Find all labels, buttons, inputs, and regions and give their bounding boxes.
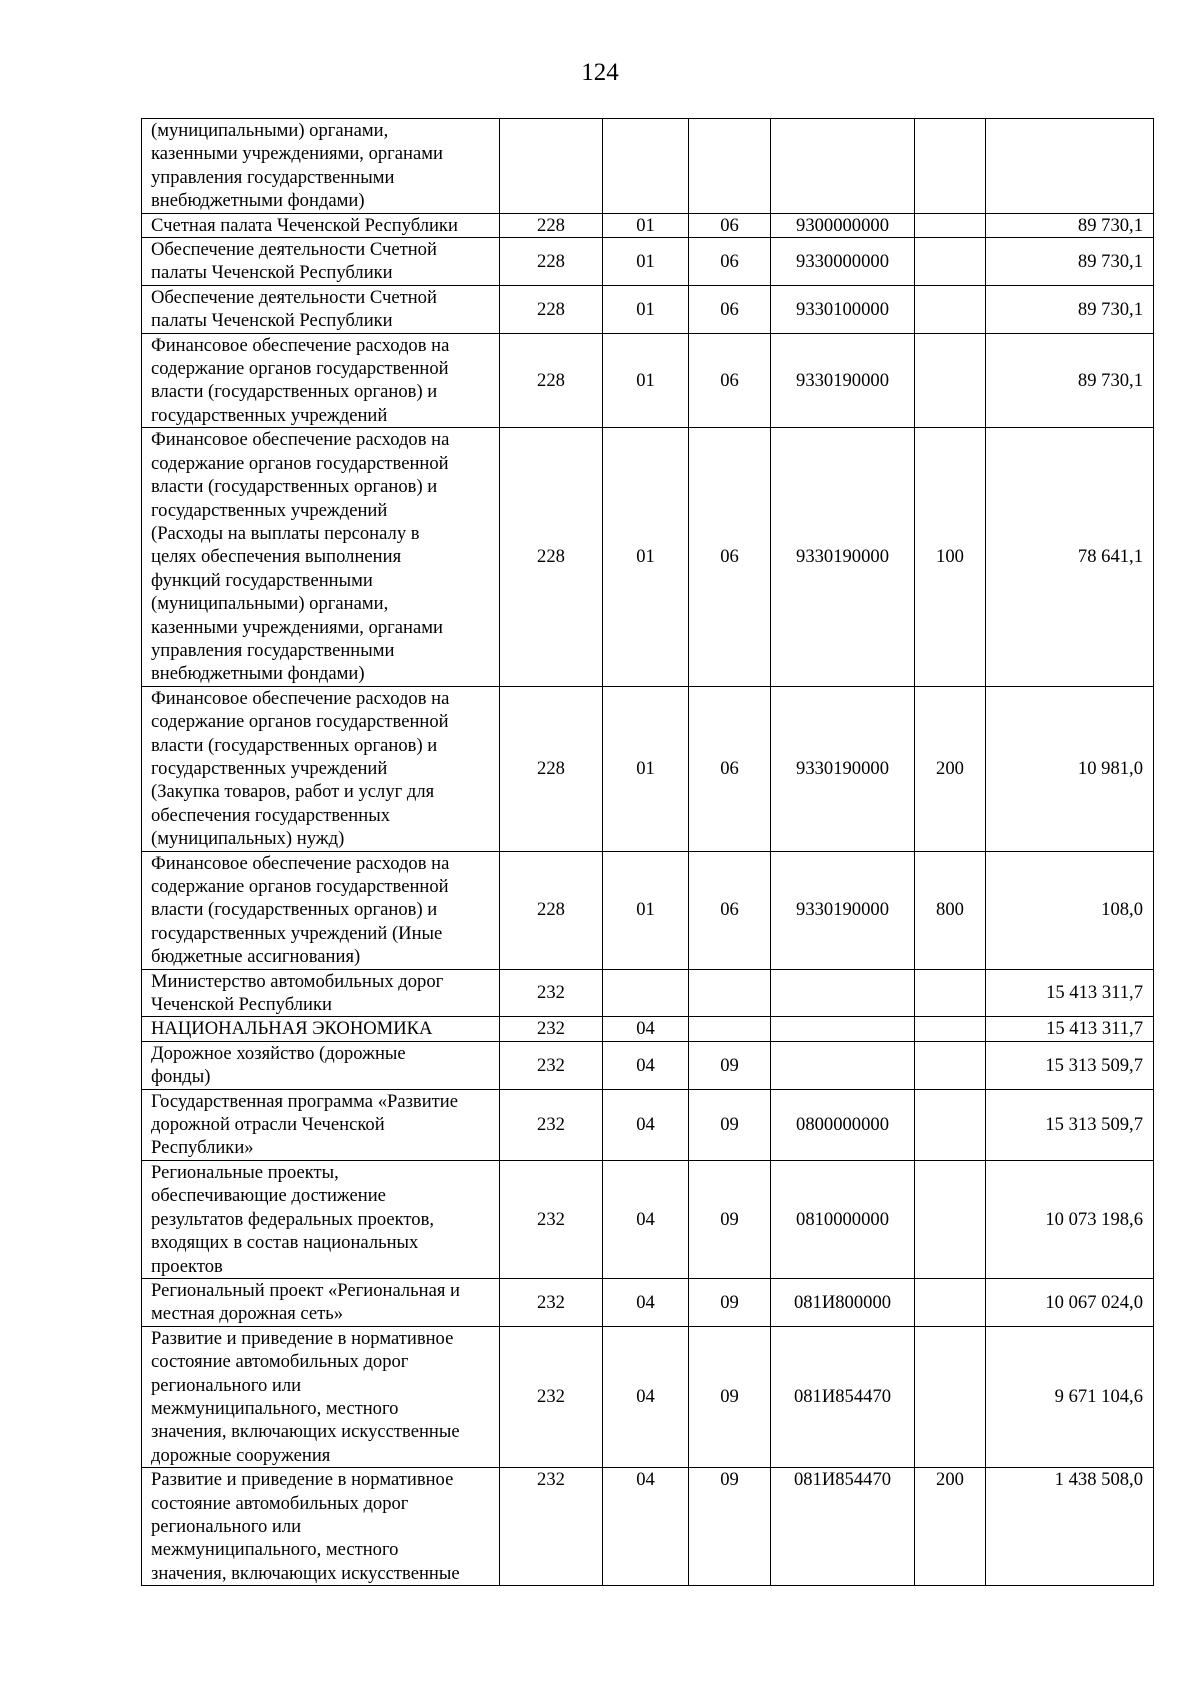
- amount-cell: 10 073 198,6: [986, 1160, 1154, 1278]
- section-code-cell: 04: [603, 1041, 689, 1089]
- table-row: [142, 1089, 1154, 1160]
- target-article-cell: 081И854470: [771, 1326, 915, 1467]
- section-code-cell: [603, 119, 689, 214]
- section-code-cell: 04: [603, 1326, 689, 1467]
- target-article-cell: 9330190000: [771, 851, 915, 969]
- amount-cell: 89 730,1: [986, 285, 1154, 333]
- amount-cell: 15 313 509,7: [986, 1089, 1154, 1160]
- section-code-cell: 01: [603, 333, 689, 428]
- subsection-code-cell: [689, 969, 771, 1017]
- section-code-cell: 01: [603, 238, 689, 286]
- expense-type-cell: 800: [915, 851, 986, 969]
- target-article-cell: 081И800000: [771, 1278, 915, 1326]
- subsection-code-cell: 09: [689, 1278, 771, 1326]
- subsection-code-cell: [689, 1017, 771, 1041]
- expense-type-cell: 200: [915, 1468, 986, 1586]
- row-name-cell: Министерство автомобильных дорог Чеченской Республики: [142, 969, 500, 1017]
- table-row: [142, 238, 1154, 286]
- row-name-cell: Финансовое обеспечение расходов на содержание органов государственной власти (государственных органов) и государственных учреждений: [142, 333, 500, 428]
- amount-cell: 1 438 508,0: [986, 1468, 1154, 1586]
- subsection-code-cell: [689, 119, 771, 214]
- row-name-cell: (муниципальными) органами, казенными учреждениями, органами управления государственными внебюджетными фондами): [142, 119, 500, 214]
- table-row: [142, 1278, 1154, 1326]
- row-name-cell: Государственная программа «Развитие дорожной отрасли Чеченской Республики»: [142, 1089, 500, 1160]
- expense-type-cell: [915, 238, 986, 286]
- section-code-cell: 04: [603, 1278, 689, 1326]
- amount-cell: 108,0: [986, 851, 1154, 969]
- expense-type-cell: [915, 1278, 986, 1326]
- table-row: [142, 213, 1154, 237]
- section-code-cell: 01: [603, 285, 689, 333]
- row-name-cell: Финансовое обеспечение расходов на содержание органов государственной власти (государственных органов) и государственных учреждений (Расходы на выплаты персоналу в целях обеспечения выполнения функций государственными (муниципальными) органами, казенными учреждениями, органами управления государственными внебюджетными фондами): [142, 428, 500, 686]
- ved-code-cell: 228: [500, 238, 603, 286]
- subsection-code-cell: 06: [689, 686, 771, 851]
- table-row: [142, 851, 1154, 969]
- section-code-cell: 04: [603, 1017, 689, 1041]
- expense-type-cell: [915, 1017, 986, 1041]
- table-row: [142, 686, 1154, 851]
- ved-code-cell: 228: [500, 851, 603, 969]
- row-name-cell: Региональные проекты, обеспечивающие достижение результатов федеральных проектов, входящих в состав национальных проектов: [142, 1160, 500, 1278]
- expense-type-cell: [915, 333, 986, 428]
- ved-code-cell: 232: [500, 1017, 603, 1041]
- expense-type-cell: [915, 1160, 986, 1278]
- table-row: [142, 1326, 1154, 1467]
- subsection-code-cell: 09: [689, 1089, 771, 1160]
- ved-code-cell: 228: [500, 333, 603, 428]
- section-code-cell: 01: [603, 686, 689, 851]
- ved-code-cell: 228: [500, 686, 603, 851]
- target-article-cell: 0810000000: [771, 1160, 915, 1278]
- target-article-cell: [771, 1017, 915, 1041]
- ved-code-cell: 232: [500, 1041, 603, 1089]
- subsection-code-cell: 06: [689, 238, 771, 286]
- row-name-cell: Обеспечение деятельности Счетной палаты Чеченской Республики: [142, 285, 500, 333]
- expense-type-cell: [915, 285, 986, 333]
- row-name-cell: Региональный проект «Региональная и местная дорожная сеть»: [142, 1278, 500, 1326]
- ved-code-cell: 232: [500, 1326, 603, 1467]
- amount-cell: 10 981,0: [986, 686, 1154, 851]
- target-article-cell: 9330190000: [771, 428, 915, 686]
- subsection-code-cell: 06: [689, 285, 771, 333]
- subsection-code-cell: 06: [689, 333, 771, 428]
- ved-code-cell: [500, 119, 603, 214]
- row-name-cell: Обеспечение деятельности Счетной палаты Чеченской Республики: [142, 238, 500, 286]
- ved-code-cell: 232: [500, 1160, 603, 1278]
- target-article-cell: 9300000000: [771, 213, 915, 237]
- target-article-cell: 0800000000: [771, 1089, 915, 1160]
- amount-cell: 89 730,1: [986, 238, 1154, 286]
- table-row: [142, 1041, 1154, 1089]
- amount-cell: 78 641,1: [986, 428, 1154, 686]
- ved-code-cell: 232: [500, 969, 603, 1017]
- amount-cell: 10 067 024,0: [986, 1278, 1154, 1326]
- row-name-cell: Дорожное хозяйство (дорожные фонды): [142, 1041, 500, 1089]
- ved-code-cell: 228: [500, 428, 603, 686]
- amount-cell: 9 671 104,6: [986, 1326, 1154, 1467]
- ved-code-cell: 228: [500, 285, 603, 333]
- amount-cell: 89 730,1: [986, 213, 1154, 237]
- ved-code-cell: 232: [500, 1089, 603, 1160]
- row-name-cell: Счетная палата Чеченской Республики: [142, 213, 500, 237]
- ved-code-cell: 232: [500, 1278, 603, 1326]
- table-row: [142, 1468, 1154, 1586]
- expense-type-cell: 100: [915, 428, 986, 686]
- target-article-cell: [771, 1041, 915, 1089]
- subsection-code-cell: 09: [689, 1041, 771, 1089]
- expense-type-cell: [915, 1041, 986, 1089]
- row-name-cell: Развитие и приведение в нормативное состояние автомобильных дорог регионального или межмуниципального, местного значения, включающих искусственные дорожные сооружения: [142, 1326, 500, 1467]
- section-code-cell: 01: [603, 213, 689, 237]
- expense-type-cell: [915, 969, 986, 1017]
- row-name-cell: Финансовое обеспечение расходов на содержание органов государственной власти (государственных органов) и государственных учреждений (Закупка товаров, работ и услуг для обеспечения государственных (муниципальных) нужд): [142, 686, 500, 851]
- target-article-cell: 9330190000: [771, 686, 915, 851]
- amount-cell: 89 730,1: [986, 333, 1154, 428]
- table-row: [142, 1017, 1154, 1041]
- table-row: [142, 428, 1154, 686]
- section-code-cell: 04: [603, 1160, 689, 1278]
- amount-cell: 15 313 509,7: [986, 1041, 1154, 1089]
- section-code-cell: 01: [603, 428, 689, 686]
- row-name-cell: НАЦИОНАЛЬНАЯ ЭКОНОМИКА: [142, 1017, 500, 1041]
- page-number: 124: [581, 59, 619, 86]
- amount-cell: 15 413 311,7: [986, 1017, 1154, 1041]
- target-article-cell: [771, 969, 915, 1017]
- target-article-cell: 9330100000: [771, 285, 915, 333]
- target-article-cell: 9330000000: [771, 238, 915, 286]
- ved-code-cell: 228: [500, 213, 603, 237]
- expense-type-cell: [915, 213, 986, 237]
- budget-table: [141, 118, 1154, 1586]
- table-body: [142, 119, 1154, 1586]
- table-row: [142, 285, 1154, 333]
- expense-type-cell: [915, 119, 986, 214]
- subsection-code-cell: 06: [689, 428, 771, 686]
- table-row: [142, 1160, 1154, 1278]
- target-article-cell: [771, 119, 915, 214]
- amount-cell: 15 413 311,7: [986, 969, 1154, 1017]
- expense-type-cell: [915, 1089, 986, 1160]
- ved-code-cell: 232: [500, 1468, 603, 1586]
- table-row: [142, 969, 1154, 1017]
- amount-cell: [986, 119, 1154, 214]
- section-code-cell: 04: [603, 1468, 689, 1586]
- expense-type-cell: [915, 1326, 986, 1467]
- target-article-cell: 9330190000: [771, 333, 915, 428]
- subsection-code-cell: 09: [689, 1326, 771, 1467]
- subsection-code-cell: 06: [689, 851, 771, 969]
- subsection-code-cell: 06: [689, 213, 771, 237]
- section-code-cell: 04: [603, 1089, 689, 1160]
- section-code-cell: 01: [603, 851, 689, 969]
- subsection-code-cell: 09: [689, 1468, 771, 1586]
- row-name-cell: Финансовое обеспечение расходов на содержание органов государственной власти (государственных органов) и государственных учреждений (Иные бюджетные ассигнования): [142, 851, 500, 969]
- target-article-cell: 081И854470: [771, 1468, 915, 1586]
- section-code-cell: [603, 969, 689, 1017]
- table-row: [142, 119, 1154, 214]
- table-row: [142, 333, 1154, 428]
- expense-type-cell: 200: [915, 686, 986, 851]
- subsection-code-cell: 09: [689, 1160, 771, 1278]
- row-name-cell: Развитие и приведение в нормативное состояние автомобильных дорог регионального или межмуниципального, местного значения, включающих искусственные: [142, 1468, 500, 1586]
